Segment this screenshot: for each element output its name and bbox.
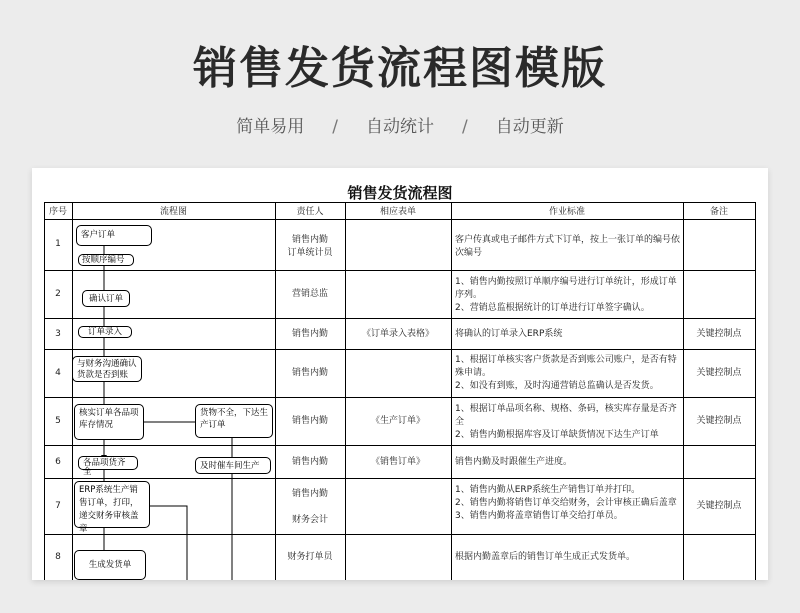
tag-separator: / xyxy=(462,117,468,137)
tag-separator: / xyxy=(332,117,338,137)
row-note: 关键控制点 xyxy=(696,329,742,339)
row-note: 关键控制点 xyxy=(696,501,742,511)
row-standard: 根据内勤盖章后的销售订单生成正式发货单。 xyxy=(455,552,636,562)
flow-node-delivery-note: 生成发货单 xyxy=(74,550,146,580)
row-standard: 1、销售内勤按照订单顺序编号进行订单统计，形成订单序列。 2、营销总监根据统计的订单进行订单签字确认。 xyxy=(455,277,677,313)
row-note: 关键控制点 xyxy=(696,368,742,378)
flow-node-stock-complete: 各品项货齐全 xyxy=(78,456,138,470)
flow-node-urge-production: 及时催车间生产 xyxy=(195,457,271,474)
row-owner: 财务打单员 xyxy=(287,552,333,562)
tag-stats: 自动统计 xyxy=(366,117,434,137)
page-headline: 销售发货流程图模版 xyxy=(193,43,607,94)
feature-tags xyxy=(0,112,800,137)
row-note: 关键控制点 xyxy=(696,416,742,426)
flow-node-payment-check: 与财务沟通确认货款是否到账 xyxy=(72,356,142,382)
row-owner: 营销总监 xyxy=(291,289,328,299)
row-form: 《销售订单》 xyxy=(370,457,425,467)
column-header: 责任人 xyxy=(296,207,324,217)
row-owner: 销售内勤 xyxy=(291,329,328,339)
tag-easy: 简单易用 xyxy=(236,117,305,137)
row-number: 1 xyxy=(55,239,61,249)
row-owner: 销售内勤 订单统计员 xyxy=(287,235,333,258)
row-standard: 客户传真或电子邮件方式下订单，按上一张订单的编号依次编号 xyxy=(455,235,681,258)
row-form: 《生产订单》 xyxy=(370,416,425,426)
row-number: 5 xyxy=(55,416,61,426)
tag-update: 自动更新 xyxy=(495,117,564,137)
column-header: 流程图 xyxy=(159,207,187,217)
row-standard: 将确认的订单录入ERP系统 xyxy=(455,329,563,339)
document-title: 销售发货流程图 xyxy=(347,184,453,202)
row-number: 3 xyxy=(55,329,61,339)
document-preview xyxy=(32,168,768,580)
row-number: 6 xyxy=(55,457,61,467)
row-owner: 销售内勤 财务会计 xyxy=(291,489,328,525)
row-owner: 销售内勤 xyxy=(291,457,328,467)
column-header: 相应表单 xyxy=(379,207,416,217)
flow-node-confirm-order: 确认订单 xyxy=(82,290,130,307)
flow-node-customer-order: 客户订单 xyxy=(76,225,152,246)
flow-node-numbering: 按顺序编号 xyxy=(78,254,134,266)
column-header: 备注 xyxy=(709,207,728,217)
row-standard: 1、根据订单品项名称、规格、条码，核实库存量是否齐全 2、销售内勤根据库容及订单缺货情况下达生产订单 xyxy=(455,404,677,440)
flow-node-stock-check: 核实订单各品项库存情况 xyxy=(74,404,144,440)
row-standard: 1、销售内勤从ERP系统生产销售订单并打印。 2、销售内勤将销售订单交给财务，会计审核正确后盖章 3、销售内勤将盖章销售订单交给打单员。 xyxy=(455,485,677,521)
row-owner: 销售内勤 xyxy=(291,368,328,378)
row-number: 7 xyxy=(55,501,61,511)
row-standard: 销售内勤及时跟催生产进度。 xyxy=(455,457,573,467)
row-owner: 销售内勤 xyxy=(291,416,328,426)
flow-node-production-order: 货物不全，下达生产订单 xyxy=(195,404,273,438)
row-form: 《订单录入表格》 xyxy=(361,329,434,339)
row-standard: 1、根据订单核实客户货款是否到账公司账户，是否有特殊申请。 2、如没有到账，及时沟通营销总监确认是否发货。 xyxy=(455,355,677,391)
column-header: 作业标准 xyxy=(548,207,585,217)
flow-node-erp-order: ERP系统生产销售订单，打印，递交财务审核盖章 xyxy=(74,481,150,528)
flow-node-order-entry: 订单录入 xyxy=(78,326,132,338)
column-header: 序号 xyxy=(48,207,67,217)
row-number: 2 xyxy=(55,289,61,299)
row-number: 4 xyxy=(55,368,61,378)
row-number: 8 xyxy=(55,552,61,562)
